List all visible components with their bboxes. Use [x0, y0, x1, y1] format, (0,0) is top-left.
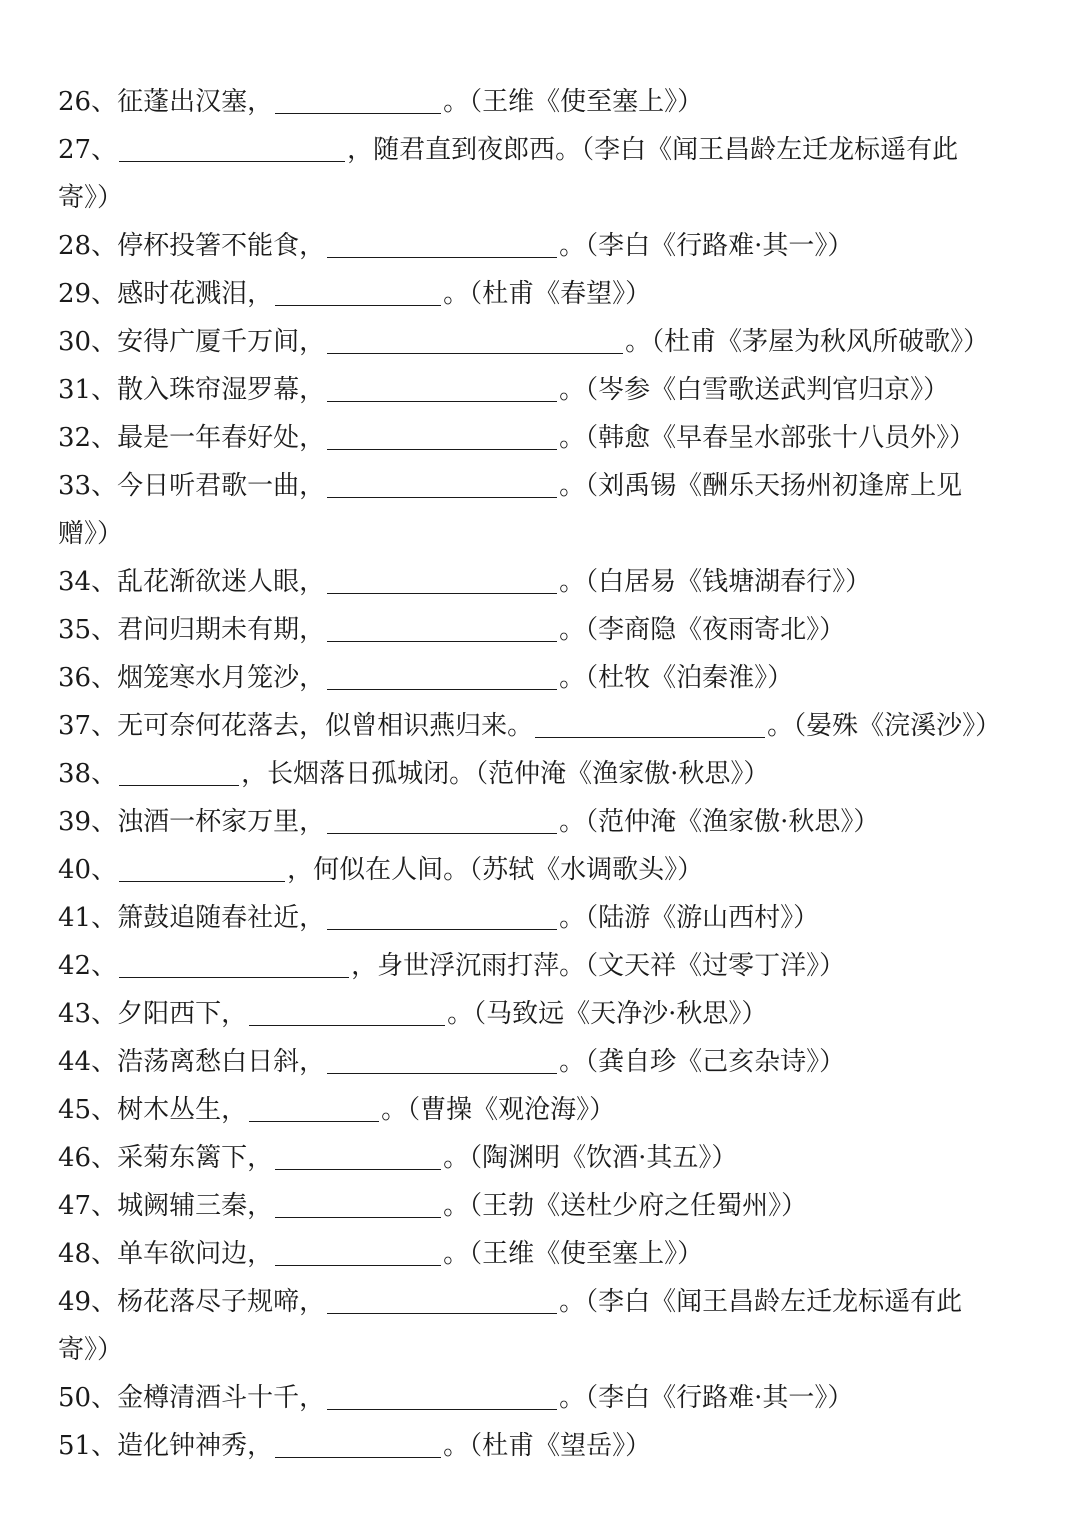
question-line: [58, 1138, 737, 1178]
source-text: 。（马致远《天净沙·秋思》）: [447, 999, 768, 1029]
question-number: 48、: [58, 1239, 118, 1269]
question-number: 36、: [58, 663, 118, 693]
question-number: 26、: [58, 87, 118, 117]
prompt-text: 停杯投箸不能食，: [117, 231, 326, 261]
source-text: ，何似在人间。（苏轼《水调歌头》）: [287, 855, 704, 885]
answer-blank[interactable]: [327, 899, 557, 930]
question-line: [58, 1186, 807, 1226]
question-line-continued: [58, 514, 123, 554]
question-number: 41、: [58, 903, 118, 933]
question-line: [58, 1042, 845, 1082]
source-text: 。（杜甫《望岳》）: [443, 1431, 652, 1461]
source-text: 。（李白《行路难·其一》）: [559, 1383, 854, 1413]
answer-blank[interactable]: [119, 947, 349, 978]
prompt-text: 无可奈何花落去，似曾相识燕归来。: [117, 711, 534, 741]
source-text: 。（范仲淹《渔家傲·秋思》）: [559, 807, 880, 837]
prompt-text: 浩荡离愁白日斜，: [117, 1047, 326, 1077]
question-line: [58, 802, 879, 842]
answer-blank[interactable]: [119, 755, 239, 786]
question-line: [58, 850, 703, 890]
question-number: 44、: [58, 1047, 118, 1077]
question-line-continued: [58, 178, 123, 218]
question-line: [58, 322, 989, 362]
prompt-text: 今日听君歌一曲，: [117, 471, 326, 501]
source-text: 。（李白《行路难·其一》）: [559, 231, 854, 261]
source-text-continued: 寄》）: [58, 183, 124, 213]
question-number: 34、: [58, 567, 118, 597]
answer-blank[interactable]: [275, 1139, 441, 1170]
question-line: [58, 658, 793, 698]
question-line: [58, 1378, 853, 1418]
source-text: 。（晏殊《浣溪沙》）: [767, 711, 1002, 741]
question-number: 29、: [58, 279, 118, 309]
question-number: 33、: [58, 471, 118, 501]
answer-blank[interactable]: [327, 611, 557, 642]
question-line: [58, 754, 769, 794]
source-text: ，身世浮沉雨打萍。（文天祥《过零丁洋》）: [351, 951, 846, 981]
question-number: 30、: [58, 327, 118, 357]
prompt-text: 造化钟神秀，: [117, 1431, 274, 1461]
question-line: [58, 1234, 703, 1274]
question-number: 45、: [58, 1095, 118, 1125]
answer-blank[interactable]: [275, 1187, 441, 1218]
answer-blank[interactable]: [327, 563, 557, 594]
prompt-text: 箫鼓追随春社近，: [117, 903, 326, 933]
prompt-text: 散入珠帘湿罗幕，: [117, 375, 326, 405]
question-number: 47、: [58, 1191, 118, 1221]
answer-blank[interactable]: [327, 1379, 557, 1410]
source-text: ，随君直到夜郎西。（李白《闻王昌龄左迁龙标遥有此: [347, 135, 959, 165]
answer-blank[interactable]: [327, 371, 557, 402]
answer-blank[interactable]: [119, 131, 345, 162]
prompt-text: 烟笼寒水月笼沙，: [117, 663, 326, 693]
prompt-text: 君问归期未有期，: [117, 615, 326, 645]
prompt-text: 浊酒一杯家万里，: [117, 807, 326, 837]
source-text: 。（曹操《观沧海》）: [381, 1095, 616, 1125]
answer-blank[interactable]: [327, 227, 557, 258]
prompt-text: 夕阳西下，: [117, 999, 248, 1029]
answer-blank[interactable]: [327, 659, 557, 690]
answer-blank[interactable]: [275, 1235, 441, 1266]
answer-blank[interactable]: [327, 1283, 557, 1314]
prompt-text: 树木丛生，: [117, 1095, 248, 1125]
prompt-text: 征蓬出汉塞，: [117, 87, 274, 117]
question-line: [58, 226, 853, 266]
answer-blank[interactable]: [275, 1427, 441, 1458]
source-text-continued: 寄》）: [58, 1335, 124, 1365]
question-line: [58, 1426, 651, 1466]
answer-blank[interactable]: [327, 323, 623, 354]
source-text: 。（刘禹锡《酬乐天扬州初逢席上见: [559, 471, 963, 501]
source-text: 。（韩愈《早春呈水部张十八员外》）: [559, 423, 976, 453]
source-text: 。（杜牧《泊秦淮》）: [559, 663, 794, 693]
source-text: 。（白居易《钱塘湖春行》）: [559, 567, 872, 597]
question-number: 46、: [58, 1143, 118, 1173]
question-line: [58, 370, 949, 410]
source-text: 。（陶渊明《饮酒·其五》）: [443, 1143, 738, 1173]
question-line: [58, 946, 845, 986]
question-line: [58, 898, 819, 938]
source-text: 。（王维《使至塞上》）: [443, 1239, 704, 1269]
source-text: 。（龚自珍《己亥杂诗》）: [559, 1047, 846, 1077]
question-line: [58, 994, 767, 1034]
question-number: 32、: [58, 423, 118, 453]
source-text: 。（王勃《送杜少府之任蜀州》）: [443, 1191, 808, 1221]
prompt-text: 安得广厦千万间，: [117, 327, 326, 357]
question-number: 37、: [58, 711, 118, 741]
answer-blank[interactable]: [327, 467, 557, 498]
answer-blank[interactable]: [119, 851, 285, 882]
answer-blank[interactable]: [275, 275, 441, 306]
question-line: [58, 706, 1001, 746]
answer-blank[interactable]: [275, 83, 441, 114]
answer-blank[interactable]: [249, 995, 445, 1026]
source-text: 。（李商隐《夜雨寄北》）: [559, 615, 846, 645]
answer-blank[interactable]: [535, 707, 765, 738]
question-number: 39、: [58, 807, 118, 837]
question-line: [58, 1282, 962, 1322]
prompt-text: 杨花落尽子规啼，: [117, 1287, 326, 1317]
answer-blank[interactable]: [327, 419, 557, 450]
answer-blank[interactable]: [249, 1091, 379, 1122]
source-text: 。（岑参《白雪歌送武判官归京》）: [559, 375, 950, 405]
question-line: [58, 610, 845, 650]
question-line: [58, 418, 975, 458]
question-line: [58, 130, 958, 170]
source-text: 。（陆游《游山西村》）: [559, 903, 820, 933]
prompt-text: 金樽清酒斗十千，: [117, 1383, 326, 1413]
question-line: [58, 274, 651, 314]
question-line: [58, 466, 962, 506]
prompt-text: 最是一年春好处，: [117, 423, 326, 453]
question-number: 38、: [58, 759, 118, 789]
question-number: 51、: [58, 1431, 118, 1461]
question-number: 35、: [58, 615, 118, 645]
source-text: 。（杜甫《茅屋为秋风所破歌》）: [625, 327, 990, 357]
source-text: 。（李白《闻王昌龄左迁龙标遥有此: [559, 1287, 963, 1317]
answer-blank[interactable]: [327, 1043, 557, 1074]
question-line: [58, 562, 871, 602]
source-text: 。（杜甫《春望》）: [443, 279, 652, 309]
answer-blank[interactable]: [327, 803, 557, 834]
question-line: [58, 1090, 615, 1130]
prompt-text: 采菊东篱下，: [117, 1143, 274, 1173]
source-text-continued: 赠》）: [58, 519, 124, 549]
source-text: ，长烟落日孤城闭。（范仲淹《渔家傲·秋思》）: [241, 759, 770, 789]
prompt-text: 乱花渐欲迷人眼，: [117, 567, 326, 597]
source-text: 。（王维《使至塞上》）: [443, 87, 704, 117]
question-number: 31、: [58, 375, 118, 405]
prompt-text: 单车欲问边，: [117, 1239, 274, 1269]
question-line-continued: [58, 1330, 123, 1370]
question-number: 43、: [58, 999, 118, 1029]
question-number: 50、: [58, 1383, 118, 1413]
question-number: 40、: [58, 855, 118, 885]
prompt-text: 感时花溅泪，: [117, 279, 274, 309]
question-number: 42、: [58, 951, 118, 981]
question-line: [58, 82, 703, 122]
question-number: 49、: [58, 1287, 118, 1317]
question-number: 27、: [58, 135, 118, 165]
question-number: 28、: [58, 231, 118, 261]
prompt-text: 城阙辅三秦，: [117, 1191, 274, 1221]
